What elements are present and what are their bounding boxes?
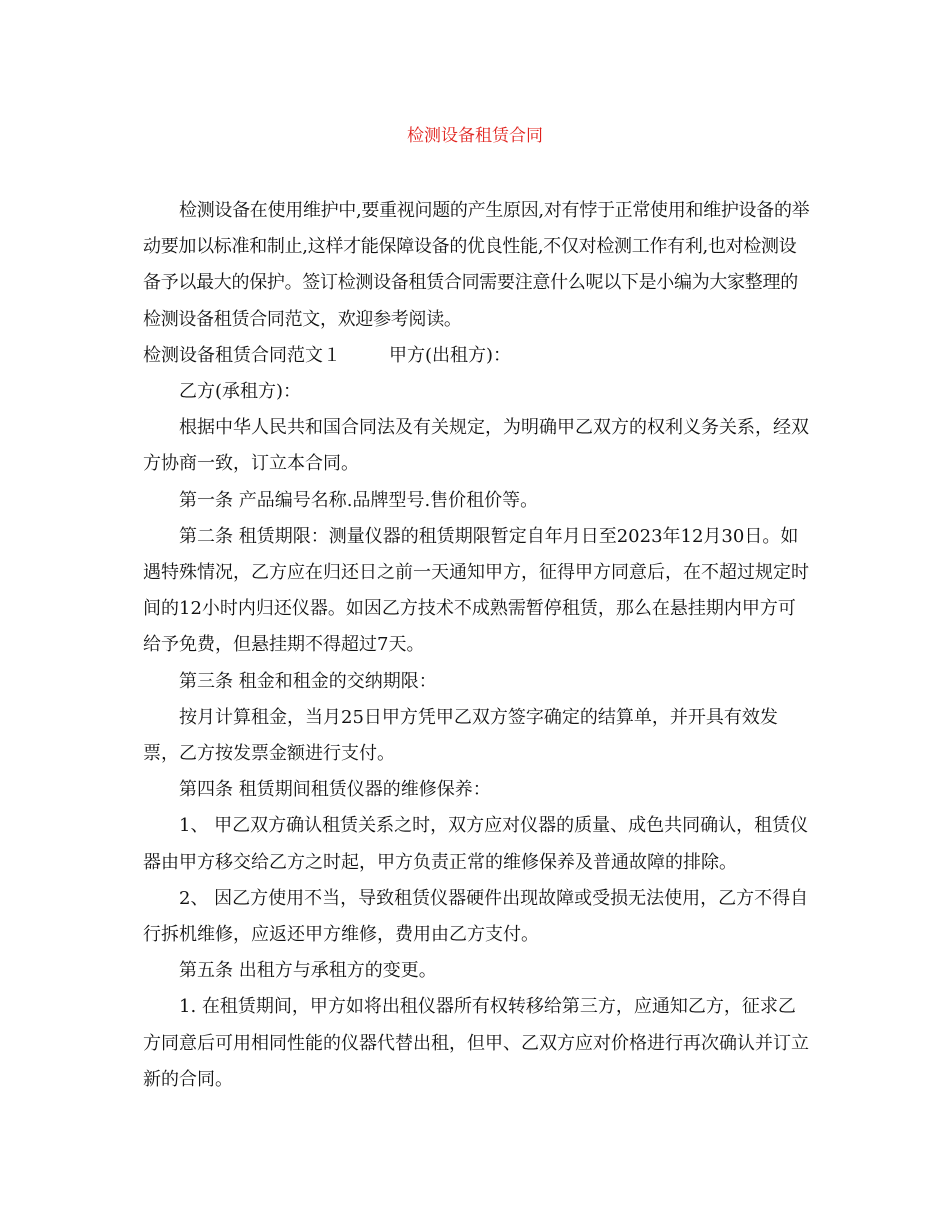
party-b-label: 乙方(承租方)：: [179, 381, 302, 403]
sample-heading-line: [143, 338, 813, 374]
article-4: 第四条 租赁期间租赁仪器的维修保养：: [179, 779, 491, 801]
article-4-item-2: 2、 因乙方使用不当，导致租赁仪器硬件出现故障或受损无法使用，乙方不得自行拆机维修，应返还甲方维修，费用由乙方支付。: [143, 887, 809, 946]
sample-heading: 检测设备租赁合同范文１: [143, 344, 341, 366]
article-3: 第三条 租金和租金的交纳期限：: [179, 670, 437, 692]
article-5-item-1: 1. 在租赁期间，甲方如将出租仪器所有权转移给第三方，应通知乙方，征求乙方同意后可用相同性能的仪器代替出租，但甲、乙双方应对价格进行再次确认并订立新的合同。: [143, 996, 809, 1090]
article-4-item-1: 1、 甲乙双方确认租赁关系之时，双方应对仪器的质量、成色共同确认，租赁仪器由甲方移交给乙方之时起，甲方负责正常的维修保养及普通故障的排除。: [143, 815, 809, 873]
article-1: 第一条 产品编号名称.品牌型号.售价租价等。: [179, 489, 539, 511]
article-3-detail: 按月计算租金，当月25日甲方凭甲乙双方签字确定的结算单，并开具有效发票，乙方按发票金额进行支付。: [143, 706, 778, 765]
article-2: 第二条 租赁期限：测量仪器的租赁期限暂定自年月日至2023年12月30日。如遇特殊情况，乙方应在归还日之前一天通知甲方，征得甲方同意后，在不超过规定时间的12小时内归还仪器。如因乙方技术不成熟需暂停租赁，那么在悬挂期内甲方可给予免费，但悬挂期不得超过7天。: [143, 525, 809, 656]
paragraph-legal-basis: 根据中华人民共和国合同法及有关规定，为明确甲乙双方的权利义务关系，经双方协商一致，订立本合同。: [143, 417, 809, 475]
intro-paragraph: 检测设备在使用维护中,要重视问题的产生原因,对有悖于正常使用和维护设备的举动要加以标准和制止,这样才能保障设备的优良性能,不仅对检测工作有利,也对检测设备予以最大的保护。签订检测设备租赁合同需要注意什么呢以下是小编为大家整理的检测设备租赁合同范文，欢迎参考阅读。: [143, 200, 810, 330]
article-5: 第五条 出租方与承租方的变更。: [179, 960, 437, 982]
party-a-label: 甲方(出租方)：: [389, 344, 512, 366]
document-title: 检测设备租赁合同: [407, 126, 543, 146]
document-body: [143, 193, 813, 1098]
